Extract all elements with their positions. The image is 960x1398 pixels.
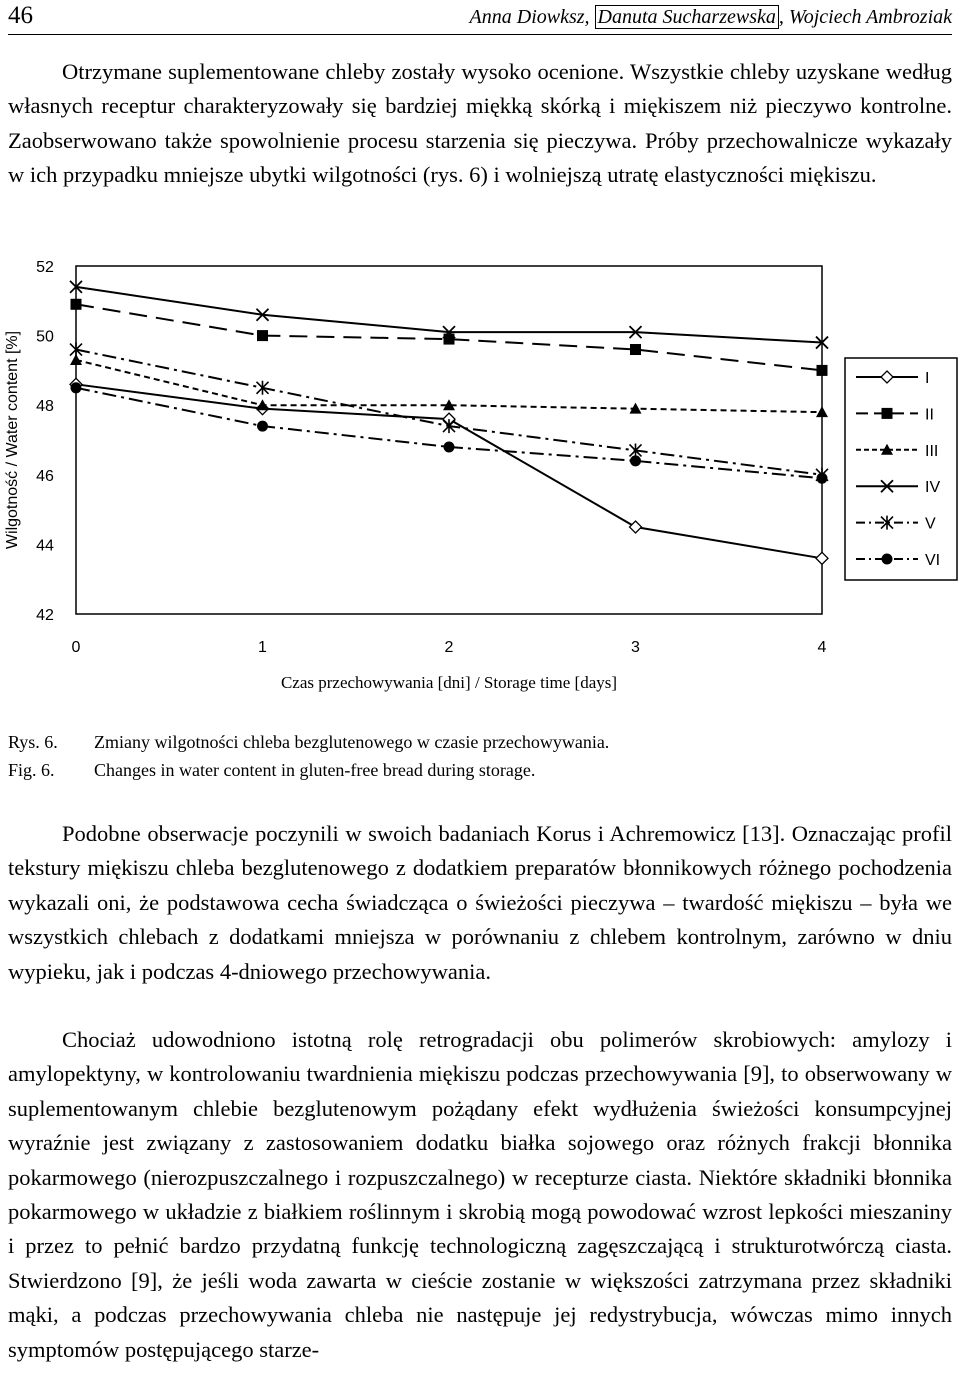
x-tick-label: 2 (444, 639, 454, 656)
legend-marker (882, 554, 893, 565)
legend-label: VI (925, 552, 941, 569)
page-header (8, 0, 952, 35)
data-point (816, 406, 828, 417)
author-boxed: Danuta Sucharzewska (595, 5, 779, 29)
data-point (444, 441, 455, 452)
plot-frame (76, 266, 822, 614)
x-tick-label: 4 (817, 639, 827, 656)
x-tick-label: 3 (631, 639, 640, 656)
caption-en (8, 759, 535, 781)
data-point (257, 421, 268, 432)
page-number: 46 (8, 2, 33, 29)
legend-label: IV (925, 479, 941, 497)
series-line (76, 350, 822, 475)
caption-en-text: Changes in water content in gluten-free bread during storage. (94, 760, 536, 780)
x-tick-label: 0 (71, 639, 81, 656)
data-point (817, 473, 828, 484)
paragraph-1 (8, 55, 952, 193)
legend-marker (882, 408, 893, 419)
legend-label: III (925, 442, 939, 460)
data-point (71, 382, 82, 393)
data-point (630, 455, 641, 466)
legend (845, 358, 957, 580)
caption-en-label: Fig. 6. (8, 760, 55, 780)
data-point (630, 521, 642, 533)
legend-label: II (925, 406, 934, 424)
y-tick-label: 42 (36, 607, 54, 624)
y-tick-label: 44 (36, 537, 54, 555)
caption-pl-text: Zmiany wilgotności chleba bezglutenowego w czasie przechowywania. (94, 732, 610, 752)
paragraph-2-text: Podobne obserwacje poczynili w swoich badaniach Korus i Achremowicz [13]. Oznaczając profil tekstury miękiszu chleba bezglutenowego z dodatkiem preparatów błonnikowych różnego pochodzenia wykazali oni, że podstawowa cecha świadcząca o świeżości pieczywa – twardość miękiszu – była we wszystkich chlebach z dodatkami mniejsza w porównaniu z chlebem kontrolnym, zarówno w dniu wypieku, jak i podczas 4-dniowego przechowywania. (8, 821, 952, 984)
y-tick-label: 52 (36, 259, 54, 276)
paragraph-3-text: Chociaż udowodniono istotną rolę retrogradacji obu polimerów skrobiowych: amylozy i amylopektyny, w kontrolowaniu twardnienia miękiszu podczas przechowywania [9], to obserwowany w suplementowanym chlebie bezglutenowym pożądany efekt wydłużenia świeżości konsumpcyjnej wyraźnie jest związany z zastosowaniem dodatku białka sojowego oraz różnych frakcji błonnika pokarmowego (nierozpuszczalnego i rozpuszczalnego) w recepturze ciasta. Niektóre składniki błonnika pokarmowego w układzie z białkiem roślinnym i skrobią mogą powodować wzrost lepkości mieszaniny i przez to pełnić bardzo przydatną funkcję technologiczną zagęszczającą i strukturotwórczą ciasta. Stwierdzono [9], że jeśli woda zawarta w cieście zostanie w większości zatrzymana przez składniki mąki, a podczas przechowywania chleba nie następuje jej redystrybucja, wówczas mimo innych symptomów postępującego starze- (8, 1027, 952, 1362)
legend-label: I (925, 370, 930, 387)
author-text-1: Anna Diowksz, (469, 6, 595, 28)
x-tick-label: 1 (258, 639, 267, 656)
author-text-2: , Wojciech Ambroziak (778, 6, 952, 28)
water-content-chart (0, 246, 960, 696)
x-axis-label: Czas przechowywania [dni] / Storage time [days] (280, 673, 618, 692)
paragraph-3 (8, 1023, 952, 1367)
y-tick-label: 46 (36, 467, 54, 485)
legend-box (845, 358, 957, 580)
y-axis-label: Wilgotność / Water content [%] (4, 330, 21, 550)
data-point (257, 330, 268, 341)
data-point (630, 344, 641, 355)
data-point (71, 299, 82, 310)
caption-pl (8, 731, 609, 753)
paragraph-2 (8, 817, 952, 989)
series-V (70, 343, 828, 482)
data-point (817, 365, 828, 376)
data-point (816, 552, 828, 564)
caption-pl-label: Rys. 6. (8, 732, 58, 752)
data-point (257, 399, 269, 410)
legend-label: V (925, 515, 936, 533)
y-tick-label: 48 (36, 398, 54, 416)
y-tick-label: 50 (36, 328, 54, 346)
running-authors (470, 6, 952, 29)
series-III (70, 354, 828, 417)
paragraph-1-text: Otrzymane suplementowane chleby zostały wysoko ocenione. Wszystkie chleby uzyskane według własnych receptur charakteryzowały się bardziej miękką skórką i miękiszem niż pieczywo kontrolne. Zaobserwowano także spowolnienie procesu starzenia się pieczywa. Próby przechowalnicze wykazały w ich przypadku mniejsze ubytki wilgotności (rys. 6) i wolniejszą utratę elastyczności miękiszu. (8, 59, 952, 188)
